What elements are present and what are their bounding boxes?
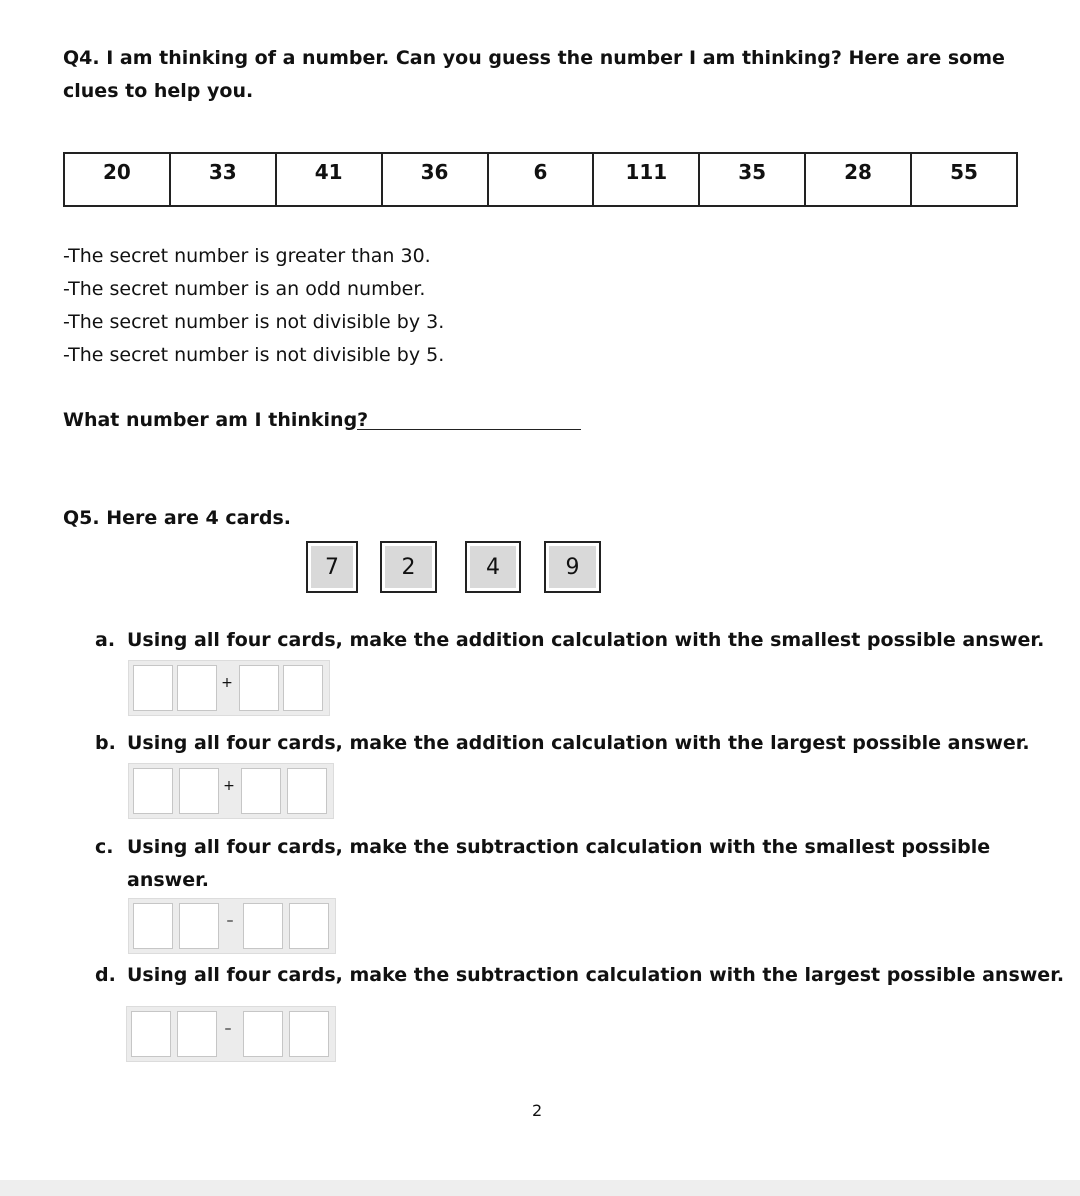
digit-box[interactable] [179, 903, 219, 949]
q4-title-line1: Q4. I am thinking of a number. Can you guess the number I am thinking? Here are some [63, 47, 1005, 69]
part-letter: b. [95, 732, 116, 754]
number-cell: 41 [276, 153, 382, 206]
part-text: Using all four cards, make the addition calculation with the smallest possible answer. [127, 629, 1045, 651]
q4-answer-blank[interactable] [357, 429, 581, 430]
clue-item: -The secret number is not divisible by 5. [63, 344, 445, 366]
digit-box[interactable] [287, 768, 327, 814]
part-a [95, 624, 1044, 657]
q4-question: What number am I thinking? [63, 409, 369, 431]
digit-box[interactable] [243, 903, 283, 949]
number-card [380, 541, 437, 593]
number-row [64, 153, 1017, 206]
part-d [95, 959, 1064, 992]
card-value: 9 [549, 546, 596, 588]
part-letter: a. [95, 629, 116, 651]
digit-box[interactable] [133, 665, 173, 711]
plus-sign: + [223, 778, 235, 794]
page-bottom-divider [0, 1180, 1080, 1196]
digit-box[interactable] [239, 665, 279, 711]
clue-item: -The secret number is not divisible by 3. [63, 311, 445, 333]
part-text: Using all four cards, make the subtraction calculation with the largest possible answer. [127, 964, 1065, 986]
minus-sign: – [226, 913, 234, 929]
number-cell: 28 [805, 153, 911, 206]
card-value: 7 [311, 546, 353, 588]
minus-sign: – [224, 1021, 232, 1037]
number-card [306, 541, 358, 593]
number-cell: 33 [170, 153, 276, 206]
q5-title: Q5. Here are 4 cards. [63, 507, 291, 529]
clue-item: -The secret number is greater than 30. [63, 245, 431, 267]
number-cell: 111 [593, 153, 699, 206]
calc-box-d [126, 1006, 336, 1062]
clue-list [63, 240, 444, 372]
q4-title [63, 42, 1005, 108]
digit-box[interactable] [289, 903, 329, 949]
digit-box[interactable] [133, 768, 173, 814]
digit-box[interactable] [133, 903, 173, 949]
page-number: 2 [532, 1101, 543, 1120]
digit-box[interactable] [131, 1011, 171, 1057]
calc-box-a [128, 660, 330, 716]
digit-box[interactable] [241, 768, 281, 814]
card-value: 4 [470, 546, 516, 588]
part-text: Using all four cards, make the subtraction calculation with the smallest possible [127, 836, 991, 858]
digit-box[interactable] [289, 1011, 329, 1057]
clue-item: -The secret number is an odd number. [63, 278, 426, 300]
number-cell: 55 [911, 153, 1017, 206]
part-b [95, 727, 1030, 760]
calc-box-c [128, 898, 336, 954]
part-letter: c. [95, 836, 114, 858]
part-letter: d. [95, 964, 116, 986]
plus-sign: + [221, 675, 233, 691]
part-text-continued: answer. [127, 869, 209, 891]
part-c [95, 831, 990, 897]
digit-box[interactable] [177, 1011, 217, 1057]
card-value: 2 [385, 546, 432, 588]
digit-box[interactable] [179, 768, 219, 814]
number-cell: 35 [699, 153, 805, 206]
number-table [63, 152, 1018, 207]
number-cell: 20 [64, 153, 170, 206]
digit-box[interactable] [243, 1011, 283, 1057]
number-cell: 36 [382, 153, 488, 206]
number-card [544, 541, 601, 593]
calc-box-b [128, 763, 334, 819]
digit-box[interactable] [177, 665, 217, 711]
q4-title-line2: clues to help you. [63, 80, 254, 102]
digit-box[interactable] [283, 665, 323, 711]
number-cell: 6 [488, 153, 594, 206]
number-card [465, 541, 521, 593]
part-text: Using all four cards, make the addition calculation with the largest possible answer. [127, 732, 1030, 754]
